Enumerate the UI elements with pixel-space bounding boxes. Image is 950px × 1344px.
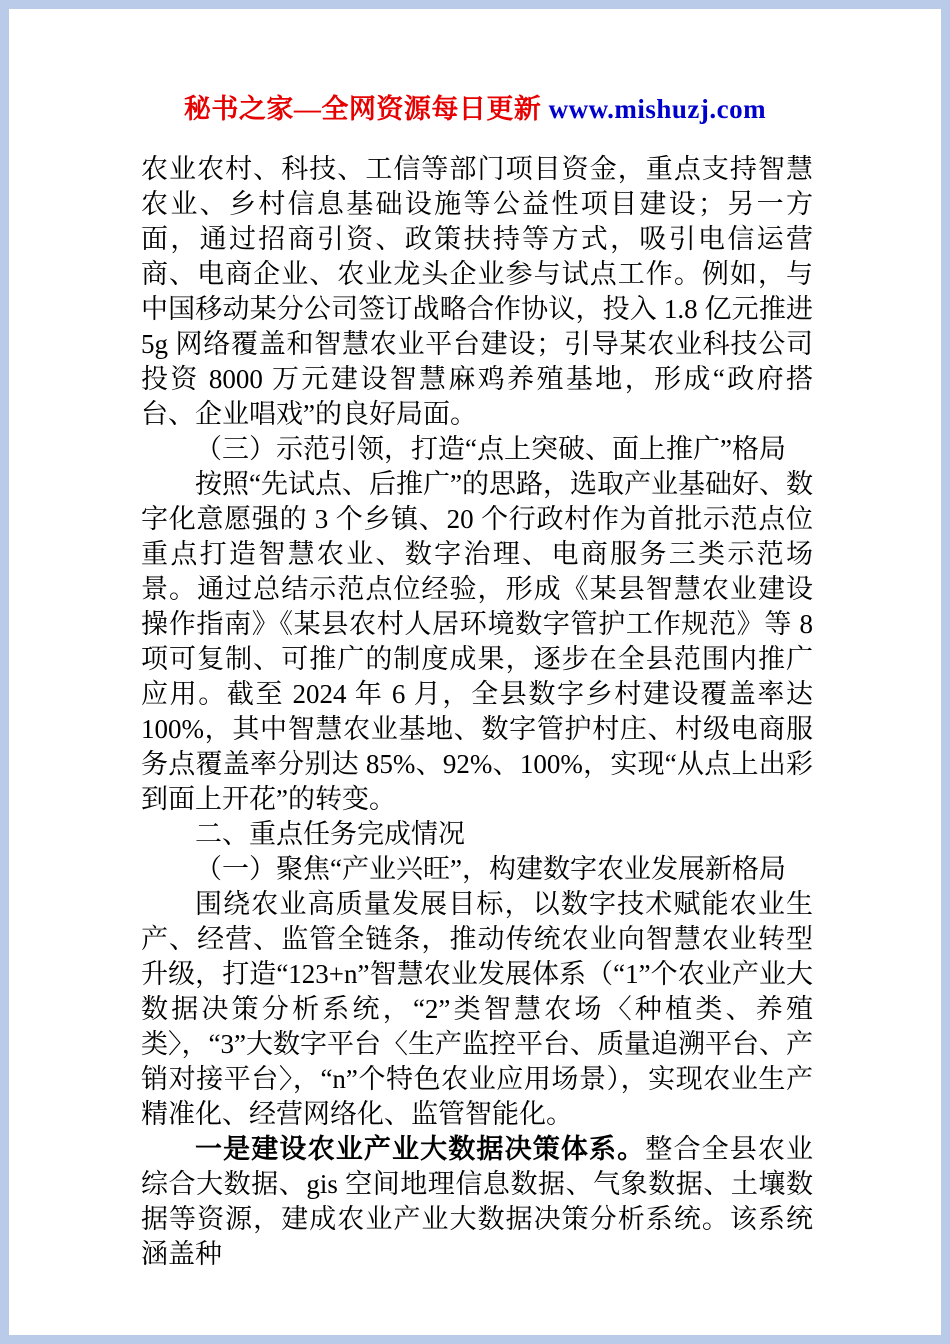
paragraph: [141, 817, 813, 852]
paragraph-text: 整合全县农业综合大数据、gis 空间地理信息数据、气象数据、土壤数据等资源，建成农业产业大数据决策分析系统。该系统涵盖种: [141, 1134, 814, 1269]
paragraph-text: 二、重点任务完成情况: [195, 819, 465, 849]
site-tagline: —全网资源每日更新: [293, 94, 549, 124]
paragraph-text: 农业农村、科技、工信等部门项目资金，重点支持智慧农业、乡村信息基础设施等公益性项目建设；另一方面，通过招商引资、政策扶持等方式，吸引电信运营商、电商企业、农业龙头企业参与试点工作。例如，与中国移动某分公司签订战略合作协议，投入 1.8 亿元推进 5g 网络覆盖和智慧农业平台建设；引导某农业科技公司投资 8000 万元建设智慧麻鸡养殖基地，形成“政府搭台、企业唱戏”的良好局面。: [141, 154, 813, 429]
document-body: [141, 152, 813, 1272]
paragraph: [141, 1132, 813, 1272]
paragraph-text: （一）聚焦“产业兴旺”，构建数字农业发展新格局: [195, 854, 786, 884]
site-header: [9, 87, 941, 126]
paragraph: [141, 852, 813, 887]
paragraph: [141, 887, 813, 1132]
paragraph: [141, 152, 813, 432]
paragraph: [141, 467, 813, 817]
site-url-link[interactable]: www.mishuzj.com: [548, 94, 767, 124]
document-page: [9, 9, 941, 1335]
site-name: 秘书之家: [183, 94, 294, 124]
paragraph-text: （三）示范引领，打造“点上突破、面上推广”格局: [195, 434, 786, 464]
paragraph-text: 围绕农业高质量发展目标，以数字技术赋能农业生产、经营、监管全链条，推动传统农业向智慧农业转型升级，打造“123+n”智慧农业发展体系（“1”个农业产业大数据决策分析系统，“2”类智慧农场〈种植类、养殖类〉，“3”大数字平台〈生产监控平台、质量追溯平台、产销对接平台〉，“n”个特色农业应用场景），实现农业生产精准化、经营网络化、监管智能化。: [141, 889, 813, 1129]
paragraph: [141, 432, 813, 467]
paragraph-text: 按照“先试点、后推广”的思路，选取产业基础好、数字化意愿强的 3 个乡镇、20 个行政村作为首批示范点位重点打造智慧农业、数字治理、电商服务三类示范场景。通过总结示范点位经验，形成《某县智慧农业建设操作指南》《某县农村人居环境数字管护工作规范》等 8 项可复制、可推广的制度成果，逐步在全县范围内推广应用。截至 2024 年 6 月，全县数字乡村建设覆盖率达 100%，其中智慧农业基地、数字管护村庄、村级电商服务点覆盖率分别达 85%、92%、100%，实现“从点上出彩到面上开花”的转变。: [141, 469, 813, 814]
paragraph-lead-bold: 一是建设农业产业大数据决策体系。: [195, 1134, 646, 1164]
